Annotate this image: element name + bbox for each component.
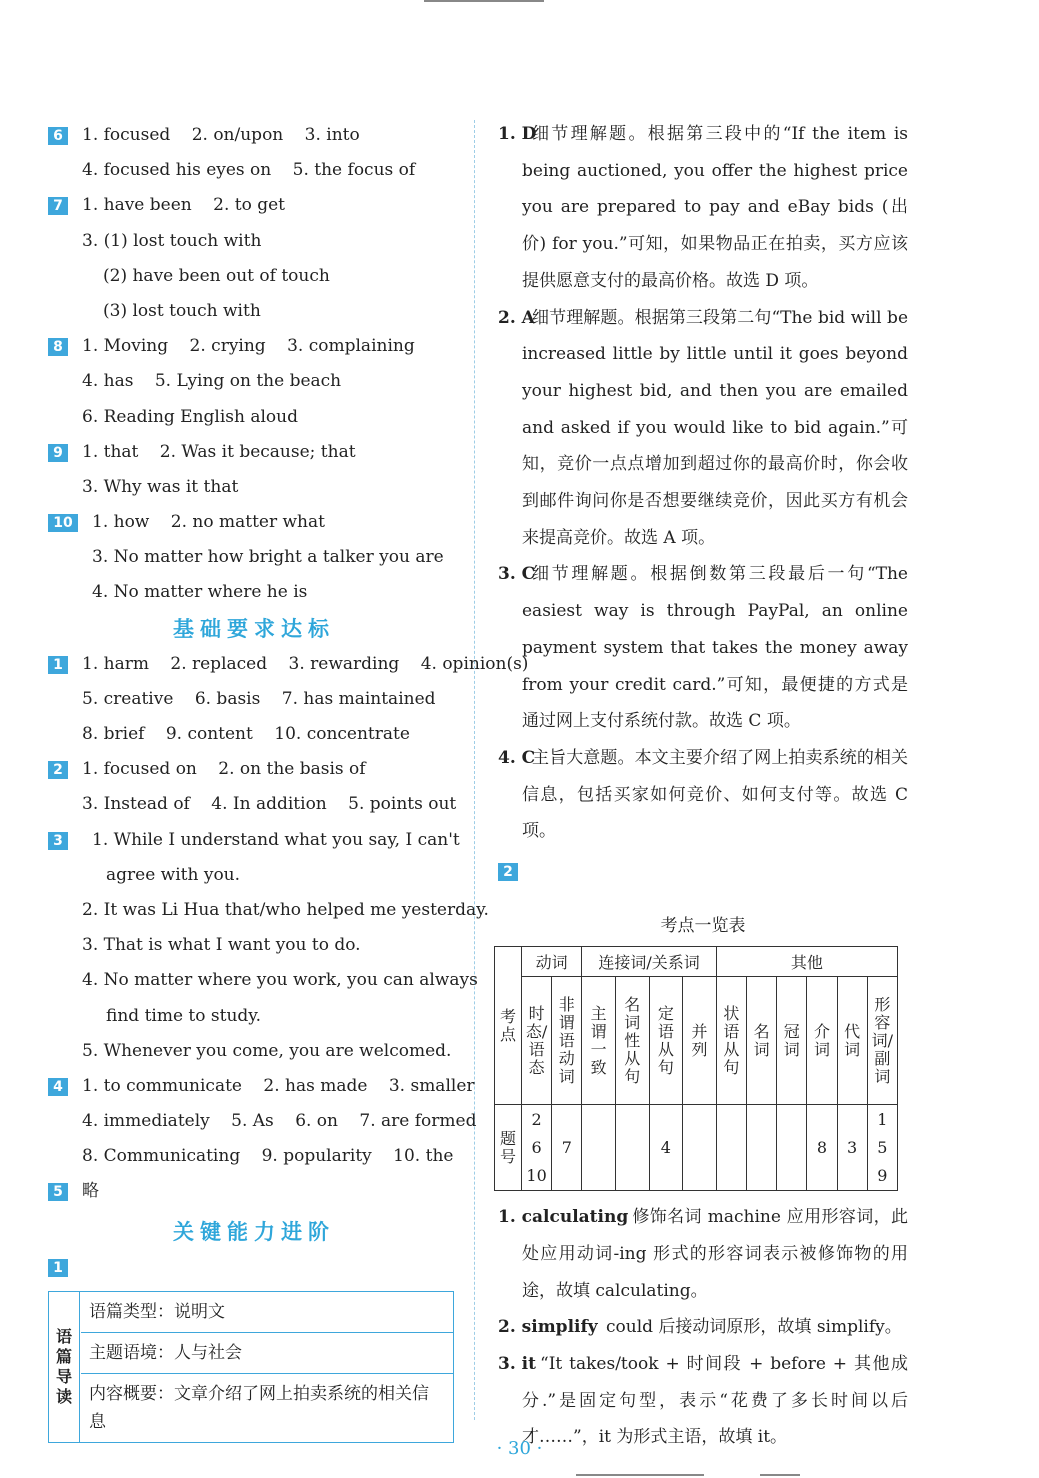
right-column [498, 116, 908, 1456]
answer-item: 2. Was it because; that [159, 441, 356, 462]
guide-type: 语篇类型：说明文 [81, 1292, 453, 1333]
answer-line: 2. It was Li Hua that/who helped me yesterday. [82, 899, 489, 920]
guide-side-label: 语篇导读 [49, 1292, 80, 1442]
answer-line [48, 435, 460, 470]
answer-item: 4. has [82, 371, 134, 392]
table-cell: 7 [552, 1105, 582, 1191]
answer-item: 3. Instead of [82, 794, 190, 815]
answer-line [48, 188, 460, 223]
answer-item: 4. focused his eyes on [82, 160, 272, 181]
answer-item: 1. harm [82, 653, 149, 674]
answer-item: 2. has made [263, 1075, 368, 1096]
answer-item: 8. brief [82, 724, 145, 744]
table-cell [777, 1105, 807, 1191]
table-cell [582, 1105, 616, 1191]
answer-line [48, 1250, 460, 1285]
section-badge: 1 [48, 656, 68, 674]
answer-line: agree with you. [106, 864, 241, 885]
table-cell [716, 1105, 746, 1191]
answer-explanation [498, 740, 908, 850]
answer-line [48, 329, 460, 364]
table-cell: 8 [807, 1105, 837, 1191]
answer-line [48, 787, 460, 822]
section-heading-advanced: 关键能力进阶 [173, 1219, 335, 1244]
answer-line: 3. (1) lost touch with [82, 230, 262, 251]
answer-line: (3) lost touch with [103, 300, 261, 321]
question-type: 细节理解题。 [532, 564, 651, 585]
table-cell: 3 [837, 1105, 867, 1191]
answer-line: 3. No matter how bright a talker you are [92, 547, 444, 568]
column-header: 状语从句 [716, 977, 746, 1105]
answer-item: 3. into [304, 125, 360, 145]
answer-item: 2. on the basis of [218, 759, 366, 780]
explanation-text: could 后接动词原形，故填 simplify。 [606, 1317, 902, 1338]
explanation-text: 本文主要介绍了网上拍卖系统的相关信息，包括买家如何竞价、如何支付等。故选 C 项。 [522, 747, 909, 842]
explanation-text: 根据第三段中的“If the item is being auctioned, you offer the highest price you are prepared to pay and eBay bids (出价) for you.”可知，如果物品正在拍卖，买方应该提供愿意支付的最高价格。故选 D 项。 [522, 124, 908, 291]
answer-item: 5. creative [82, 688, 174, 709]
answer-line [498, 854, 908, 889]
fill-answer [498, 1199, 908, 1309]
answer-item: 2. crying [189, 336, 266, 357]
answer-line [48, 823, 460, 858]
answer-label: 4. C [498, 747, 536, 768]
answer-item: 4. opinion(s) [420, 653, 529, 674]
answer-line [48, 752, 460, 787]
answer-line: 4. No matter where you work, you can always [82, 970, 478, 991]
page-number: · 30 · [496, 1438, 543, 1459]
answer-line [48, 1069, 475, 1104]
answer-label: 3. C [498, 564, 536, 585]
answer-line [48, 505, 460, 540]
answer-item: 5. As [231, 1111, 274, 1132]
answer-item: 5. the focus of [292, 160, 416, 181]
answer-item: 2. on/upon [191, 125, 284, 145]
answer-item: 10. concentrate [274, 724, 410, 744]
table-cell [683, 1105, 717, 1191]
answer-item: 5. points out [348, 794, 457, 815]
answer-label: 2. A [498, 307, 535, 328]
answer-item: 6. basis [194, 688, 261, 709]
bottom-rule [760, 1474, 800, 1476]
table-cell [746, 1105, 776, 1191]
answer-item: 1. that [82, 441, 139, 462]
group-header: 连接词/关系词 [582, 947, 716, 977]
section-badge: 10 [48, 514, 78, 532]
reading-guide-box [48, 1291, 454, 1443]
section-badge: 2 [498, 863, 518, 881]
explanation-text: 根据第三段第二句“The bid will be increased little by little until it goes beyond your highest bid, and then you are emailed and asked if you would like to bid again.”可知，竞价一点点增加到超过你的最高价时，你会收到邮件询问你是否想要继续竞价，因此买方有机会来提高竞价。故选 A 项。 [522, 307, 909, 548]
explanation-text: 根据倒数第三段最后一句“The easiest way is through PayPal, an online payment system that takes the money away from your credit card.”可知，最便捷的方式是通过网上支付系统付款。故选 C 项。 [522, 564, 908, 732]
column-header: 并列 [683, 977, 717, 1105]
section-badge: 7 [48, 197, 68, 215]
answer-item: 5. Lying on the beach [154, 371, 342, 392]
row-header-points: 考点 [495, 947, 522, 1105]
section-badge: 9 [48, 444, 68, 462]
table-cell [615, 1105, 649, 1191]
bottom-rule [576, 1474, 704, 1476]
table-title: 考点一览表 [660, 916, 746, 937]
answer-explanation [498, 116, 908, 300]
answer-line [48, 364, 460, 399]
answer-item: 4. In addition [211, 794, 327, 815]
answer-line [48, 153, 460, 188]
answer-item: 1. how [92, 512, 150, 533]
answer-line [48, 1139, 460, 1174]
column-header: 冠词 [777, 977, 807, 1105]
answer-line [48, 1174, 460, 1209]
column-header: 非谓语动词 [552, 977, 582, 1105]
answer-item: 3. smaller [388, 1075, 475, 1096]
answer-item: 略 [82, 1181, 99, 1202]
answer-item: 9. popularity [261, 1146, 372, 1167]
column-header: 介词 [807, 977, 837, 1105]
section-badge: 1 [48, 1259, 68, 1277]
answer-item: 1. While I understand what you say, I can't [92, 829, 460, 850]
answer-item: 7. are formed [359, 1111, 477, 1132]
answer-line [48, 682, 460, 717]
answer-line: (2) have been out of touch [103, 265, 330, 286]
answer-line: 3. Why was it that [82, 476, 239, 497]
exam-points-table [494, 946, 898, 1191]
answer-line [48, 717, 460, 752]
answer-item: 2. replaced [170, 653, 268, 674]
answer-item: 3. complaining [287, 336, 415, 357]
answer-line [48, 118, 460, 153]
section-badge: 2 [48, 761, 68, 779]
column-header: 代词 [837, 977, 867, 1105]
answer-item: 1. focused on [82, 759, 197, 780]
answer-item: 7. has maintained [281, 688, 436, 709]
table-cell: 2 6 10 [522, 1105, 552, 1191]
answer-item: 2. no matter what [170, 512, 325, 533]
group-header: 动词 [522, 947, 582, 977]
answer-item: 1. focused [82, 125, 171, 145]
answer-item: 3. rewarding [288, 653, 400, 674]
question-type: 细节理解题。 [532, 307, 635, 328]
group-header: 其他 [716, 947, 897, 977]
answer-line: 4. No matter where he is [92, 582, 308, 603]
answer-line [48, 1104, 477, 1139]
column-header: 定语从句 [649, 977, 683, 1105]
guide-theme: 主题语境：人与社会 [81, 1333, 453, 1374]
row-header-numbers: 题号 [495, 1105, 522, 1191]
section-badge: 6 [48, 127, 68, 145]
section-badge: 3 [48, 832, 68, 850]
answer-label: 2. simplify [498, 1317, 598, 1338]
answer-item: 9. content [165, 724, 253, 744]
answer-line [48, 647, 529, 682]
section-badge: 8 [48, 338, 68, 356]
column-header: 时态/语态 [522, 977, 552, 1105]
answer-line: 5. Whenever you come, you are welcomed. [82, 1040, 452, 1061]
column-divider [474, 120, 475, 1420]
answer-item: 10. the [393, 1146, 454, 1167]
answer-item: 1. have been [82, 195, 192, 216]
fill-answer [498, 1309, 908, 1346]
answer-item: 8. Communicating [82, 1146, 241, 1167]
explanation-text: “It takes/took + 时间段 + before + 其他成分.”是固定句型，表示“花费了多长时间以后才……”，it 为形式主语，故填 it。 [522, 1354, 908, 1448]
answer-item: 1. Moving [82, 336, 169, 357]
section-badge: 5 [48, 1183, 68, 1201]
explanation-text: 修饰名词 machine 应用形容词，此处应用动词-ing 形式的形容词表示被修饰物的用途，故填 calculating。 [522, 1207, 908, 1301]
answer-label: 1. D [498, 124, 537, 144]
table-cell: 1 5 9 [867, 1105, 897, 1191]
column-header: 名词性从句 [615, 977, 649, 1105]
answer-item: 2. to get [213, 195, 286, 216]
top-rule [424, 0, 544, 2]
answer-label: 1. calculating [498, 1207, 629, 1228]
section-heading-basic: 基础要求达标 [173, 616, 335, 641]
answer-line: find time to study. [106, 1005, 262, 1026]
table-cell: 4 [649, 1105, 683, 1191]
question-type: 主旨大意题。 [532, 747, 635, 768]
answer-item: 1. to communicate [82, 1075, 242, 1096]
answer-item: 6. on [295, 1111, 338, 1132]
answer-line: 3. That is what I want you to do. [82, 935, 361, 956]
guide-summary: 内容概要：文章介绍了网上拍卖系统的相关信息 [89, 1383, 429, 1432]
question-type: 细节理解题。 [532, 124, 648, 144]
answer-explanation [498, 556, 908, 740]
answer-label: 3. it [498, 1354, 536, 1375]
column-header: 形容词/副词 [867, 977, 897, 1105]
column-header: 名词 [746, 977, 776, 1105]
section-badge: 4 [48, 1078, 68, 1096]
answer-line: 6. Reading English aloud [82, 406, 299, 427]
answer-item: 4. immediately [82, 1111, 210, 1132]
answer-explanation [498, 300, 908, 557]
column-header: 主谓一致 [582, 977, 616, 1105]
